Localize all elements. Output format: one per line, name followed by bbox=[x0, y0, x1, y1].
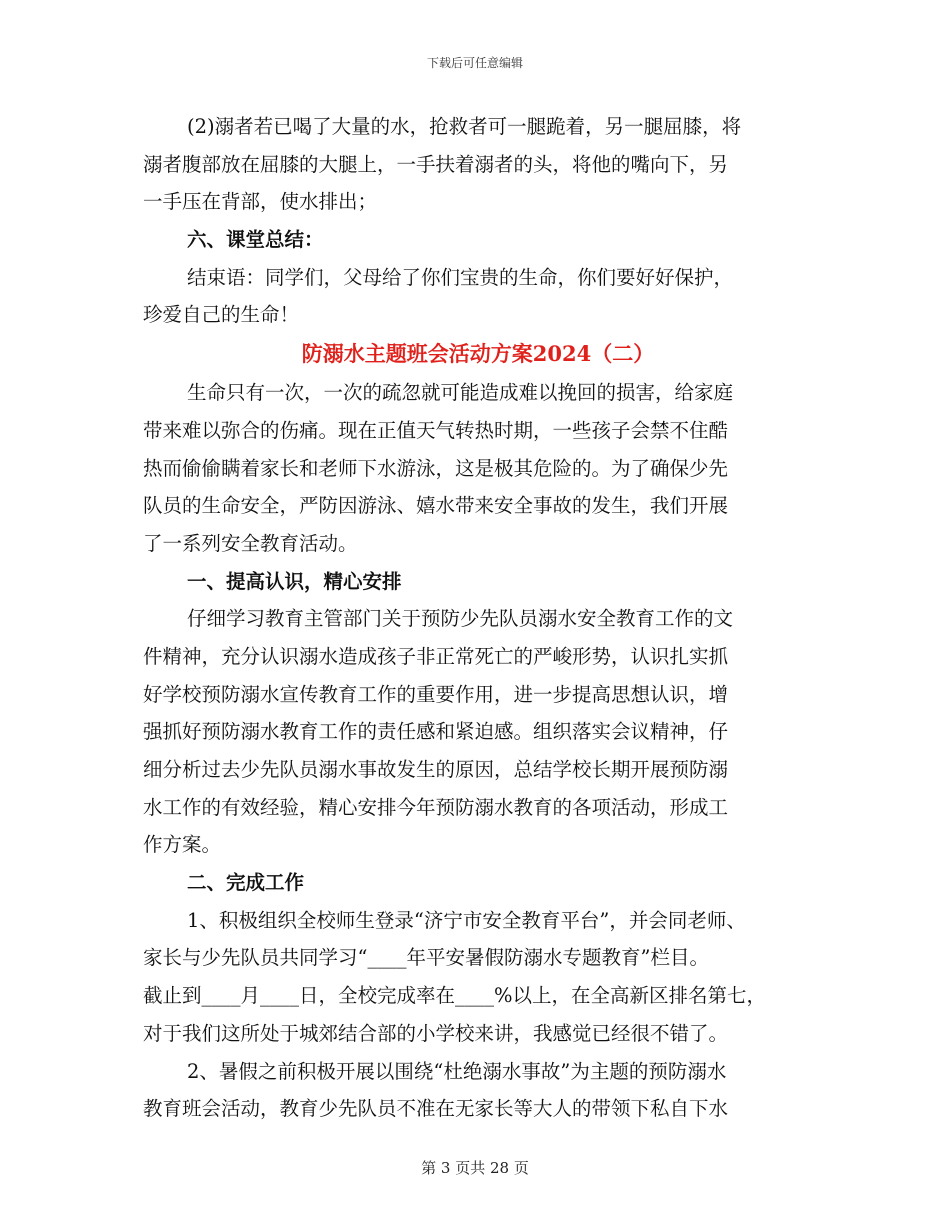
section-heading: 二、完成工作 bbox=[187, 871, 305, 895]
paragraph-line: 作方案。 bbox=[143, 833, 222, 857]
paragraph-line: 了一系列安全教育活动。 bbox=[143, 531, 358, 555]
paragraph-line: 强抓好预防溺水教育工作的责任感和紧迫感。组织落实会议精神，仔 bbox=[143, 720, 729, 744]
paragraph-line: 队员的生命安全，严防因游泳、嬉水带来安全事故的发生，我们开展 bbox=[143, 494, 729, 518]
document-body bbox=[143, 108, 813, 1128]
document-title: 防溺水主题班会活动方案2024（二） bbox=[301, 341, 655, 367]
page-footer: 第 3 页共 28 页 bbox=[421, 1159, 529, 1177]
paragraph-line: 家长与少先队员共同学习“____年平安暑假防溺水专题教育”栏目。 bbox=[143, 946, 709, 970]
paragraph-line: 带来难以弥合的伤痛。现在正值天气转热时期，一些孩子会禁不住酷 bbox=[143, 418, 729, 442]
section-heading: 一、提高认识，精心安排 bbox=[187, 569, 402, 593]
paragraph-line: 细分析过去少先队员溺水事故发生的原因，总结学校长期开展预防溺 bbox=[143, 758, 729, 781]
paragraph-line: (2)溺者若已喝了大量的水，抢救者可一腿跪着，另一腿屈膝，将 bbox=[187, 115, 742, 138]
paragraph-line: 结束语：同学们，父母给了你们宝贵的生命，你们要好好保护， bbox=[187, 265, 734, 289]
paragraph-line: 珍爱自己的生命！ bbox=[143, 303, 300, 327]
paragraph-line: 对于我们这所处于城郊结合部的小学校来讲，我感觉已经很不错了。 bbox=[143, 1021, 729, 1045]
paragraph-line: 一手压在背部，使水排出； bbox=[143, 190, 378, 214]
section-heading: 六、课堂总结： bbox=[187, 228, 324, 252]
paragraph-line: 截止到____月____日，全校完成率在____%以上，在全高新区排名第七， bbox=[143, 984, 767, 1008]
paragraph-line: 教育班会活动，教育少先队员不准在无家长等大人的带领下私自下水 bbox=[143, 1097, 729, 1121]
page-header: 下载后可任意编辑 bbox=[426, 56, 523, 70]
paragraph-line: 好学校预防溺水宣传教育工作的重要作用，进一步提高思想认识，增 bbox=[143, 682, 729, 706]
paragraph-line: 生命只有一次，一次的疏忽就可能造成难以挽回的损害，给家庭 bbox=[187, 381, 734, 405]
paragraph-line: 件精神，充分认识溺水造成孩子非正常死亡的严峻形势，认识扎实抓 bbox=[143, 644, 729, 668]
paragraph-line: 水工作的有效经验，精心安排今年预防溺水教育的各项活动，形成工 bbox=[143, 795, 729, 819]
paragraph-line: 2、暑假之前积极开展以围绕“杜绝溺水事故”为主题的预防溺水 bbox=[187, 1059, 727, 1083]
paragraph-line: 热而偷偷瞒着家长和老师下水游泳，这是极其危险的。为了确保少先 bbox=[143, 456, 729, 480]
paragraph-line: 仔细学习教育主管部门关于预防少先队员溺水安全教育工作的文 bbox=[187, 607, 734, 631]
paragraph-line: 1、积极组织全校师生登录“济宁市安全教育平台”，并会同老师、 bbox=[187, 908, 746, 932]
paragraph-line: 溺者腹部放在屈膝的大腿上，一手扶着溺者的头，将他的嘴向下，另 bbox=[143, 152, 729, 176]
